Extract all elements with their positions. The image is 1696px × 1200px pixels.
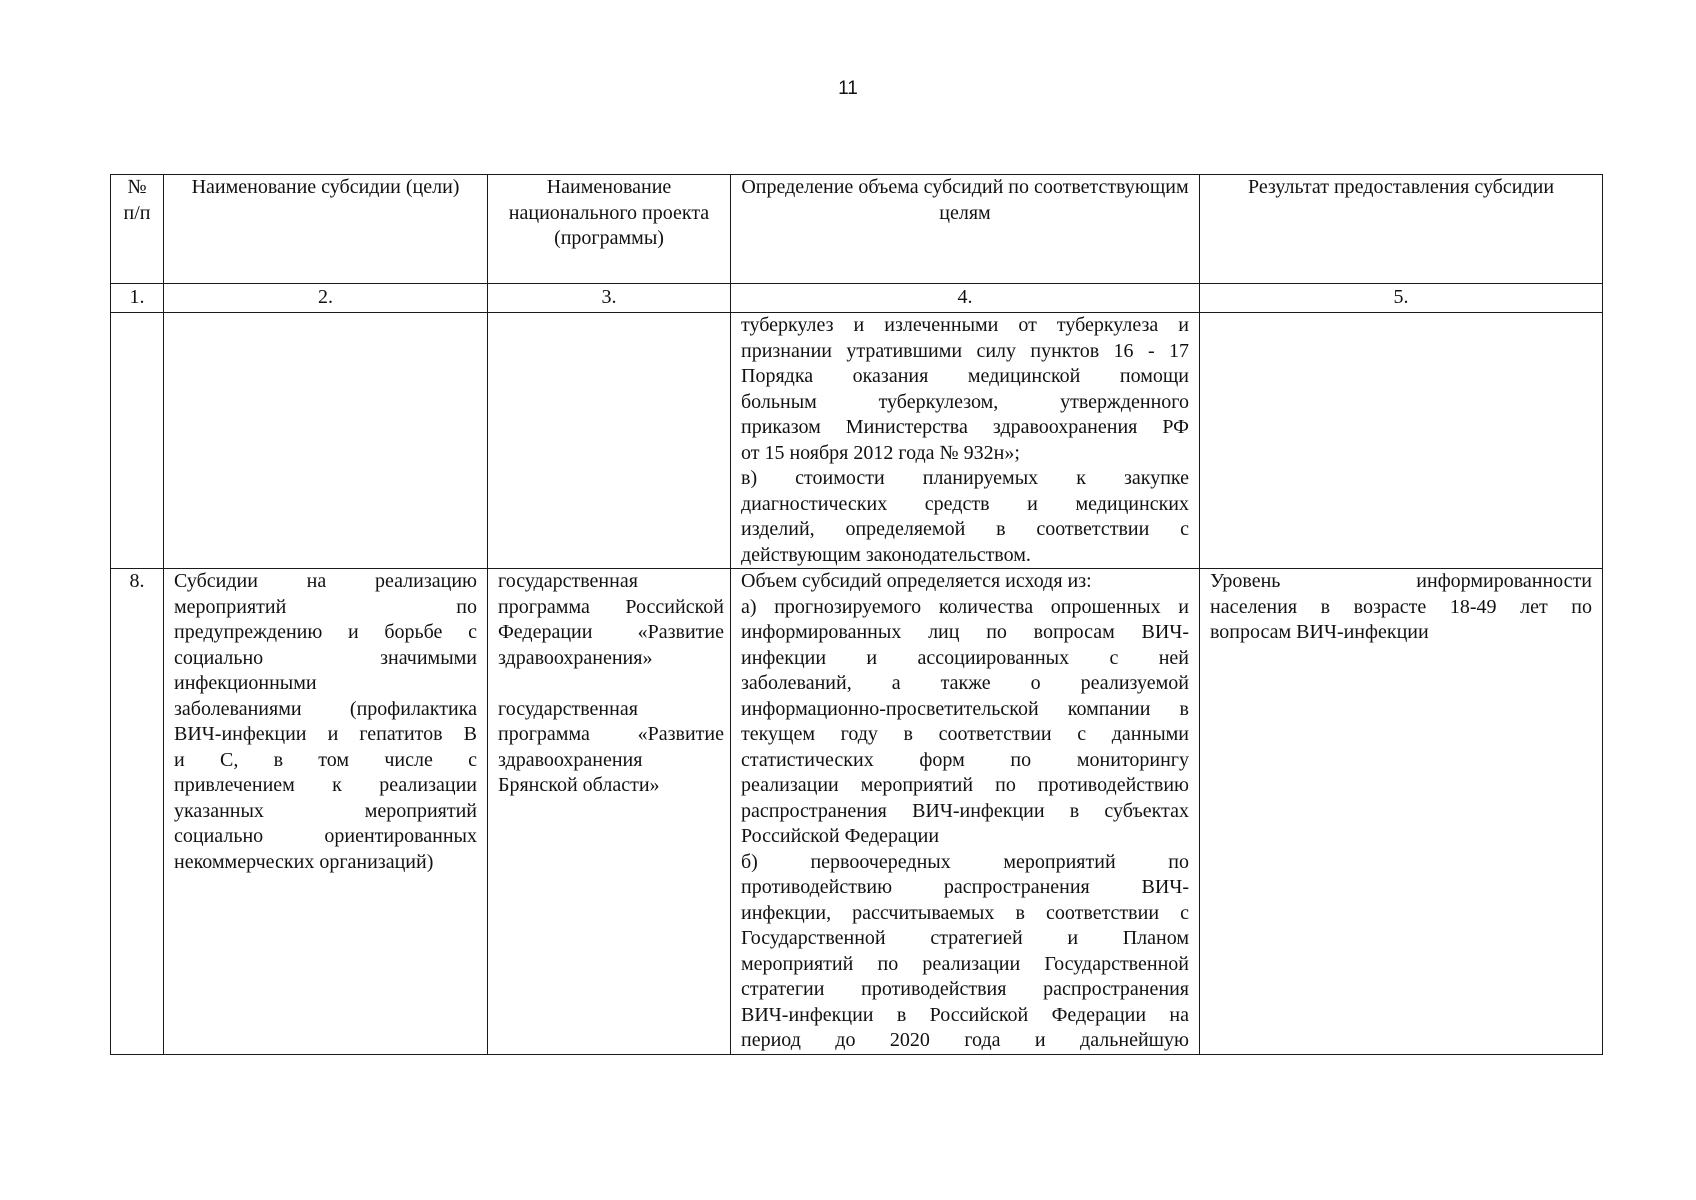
text-line: здравоохранения» (498, 646, 653, 669)
header-num: № п/п (111, 175, 164, 284)
text-line: стратегии противодействия распространения (741, 978, 1189, 1000)
header-volume-definition: Определение объема субсидий по соответствующим целям (731, 175, 1200, 284)
text-line: информированных лиц по вопросам ВИЧ- (741, 621, 1189, 643)
text-line: и С, в том числе с (174, 748, 477, 771)
cell-empty (164, 313, 488, 569)
text-line: инфекции, рассчитываемых в соответствии с (741, 901, 1189, 924)
text-line: диагностических средств и медицинских (741, 492, 1189, 515)
text-line: инфекции и ассоциированных с ней (741, 646, 1189, 669)
result-cell (1200, 569, 1603, 1055)
text-line: период до 2020 года и дальнейшую (741, 1029, 1189, 1051)
text-line: туберкулез и излеченными от туберкулеза и (741, 314, 1189, 336)
text-line: признании утратившими силу пунктов 16 - 17 (741, 339, 1189, 362)
text-line: Государственной стратегией и Планом (741, 927, 1189, 949)
column-number-row (111, 284, 1603, 313)
text-line: а) прогнозируемого количества опрошенных и (741, 595, 1189, 618)
text-line: б) первоочередных мероприятий по (741, 850, 1189, 873)
continuation-volume-cell (731, 313, 1200, 569)
header-national-project: Наименование национального проекта (программы) (488, 175, 731, 284)
column-number: 1. (111, 284, 164, 313)
spacer (498, 671, 724, 697)
text-line: социально значимыми (174, 646, 477, 669)
volume-definition-cell (731, 569, 1200, 1055)
text-line: Федерации «Развитие (498, 621, 724, 643)
text-line: здравоохранения (498, 748, 643, 771)
column-number: 4. (731, 284, 1200, 313)
row-number: 8. (111, 569, 164, 1055)
subsidy-name-cell (164, 569, 488, 1055)
text-line: действующим законодательством. (741, 543, 1031, 566)
text-line: статистических форм по мониторингу (741, 748, 1189, 771)
text-line: мероприятий по реализации Государственной (741, 952, 1189, 975)
text-line: вопросам ВИЧ-инфекции (1210, 621, 1429, 643)
text-line: в) стоимости планируемых к закупке (741, 467, 1189, 489)
text-line: ВИЧ-инфекции и гепатитов В (174, 723, 477, 745)
text-line: указанных мероприятий (174, 799, 477, 822)
text-line: изделий, определяемой в соответствии с (741, 518, 1189, 540)
continuation-row (111, 313, 1603, 569)
text-line: распространения ВИЧ-инфекции в субъектах (741, 799, 1189, 822)
page-number: 11 (838, 78, 858, 99)
text-line: мероприятий по (174, 595, 477, 618)
cell-empty (111, 313, 164, 569)
header-subsidy-name: Наименование субсидии (цели) (164, 175, 488, 284)
text-line: Брянской области» (498, 774, 660, 796)
text-line: государственная (498, 697, 638, 720)
text-line: предупреждению и борьбе с (174, 621, 477, 643)
text-line: привлечением к реализации (174, 774, 477, 796)
text-line: реализации мероприятий по противодействию (741, 774, 1189, 796)
text-line: программа Российской (498, 595, 724, 618)
text-line: населения в возрасте 18-49 лет по (1210, 595, 1592, 618)
text-line: заболеваниями (профилактика (174, 697, 477, 720)
text-line: программа «Развитие (498, 723, 724, 745)
national-project-cell (488, 569, 731, 1055)
cell-empty (1200, 313, 1603, 569)
header-result: Результат предоставления субсидии (1200, 175, 1603, 284)
cell-empty (488, 313, 731, 569)
text-line: инфекционными (174, 672, 317, 694)
text-line: больным туберкулезом, утвержденного (741, 390, 1189, 413)
header-row (111, 175, 1603, 284)
text-line: Российской Федерации (741, 825, 940, 847)
column-number: 5. (1200, 284, 1603, 313)
text-line: Уровень информированности (1210, 570, 1592, 592)
table-row (111, 569, 1603, 1055)
text-line: текущем году в соответствии с данными (741, 723, 1189, 745)
text-line: заболеваний, а также о реализуемой (741, 672, 1189, 694)
text-line: приказом Министерства здравоохранения РФ (741, 416, 1189, 438)
text-line: информационно-просветительской компании в (741, 697, 1189, 720)
text-line: Объем субсидий определяется исходя из: (741, 570, 1092, 592)
subsidy-table (110, 174, 1603, 1055)
text-line: Субсидии на реализацию (174, 570, 477, 592)
column-number: 3. (488, 284, 731, 313)
text-line: ВИЧ-инфекции в Российской Федерации на (741, 1003, 1189, 1026)
text-line: от 15 ноября 2012 года № 932н»; (741, 441, 1020, 464)
text-line: противодействию распространения ВИЧ- (741, 876, 1189, 898)
text-line: Порядка оказания медицинской помощи (741, 365, 1189, 387)
column-number: 2. (164, 284, 488, 313)
text-line: некоммерческих организаций) (174, 850, 434, 873)
text-line: государственная (498, 570, 638, 592)
text-line: социально ориентированных (174, 825, 477, 847)
